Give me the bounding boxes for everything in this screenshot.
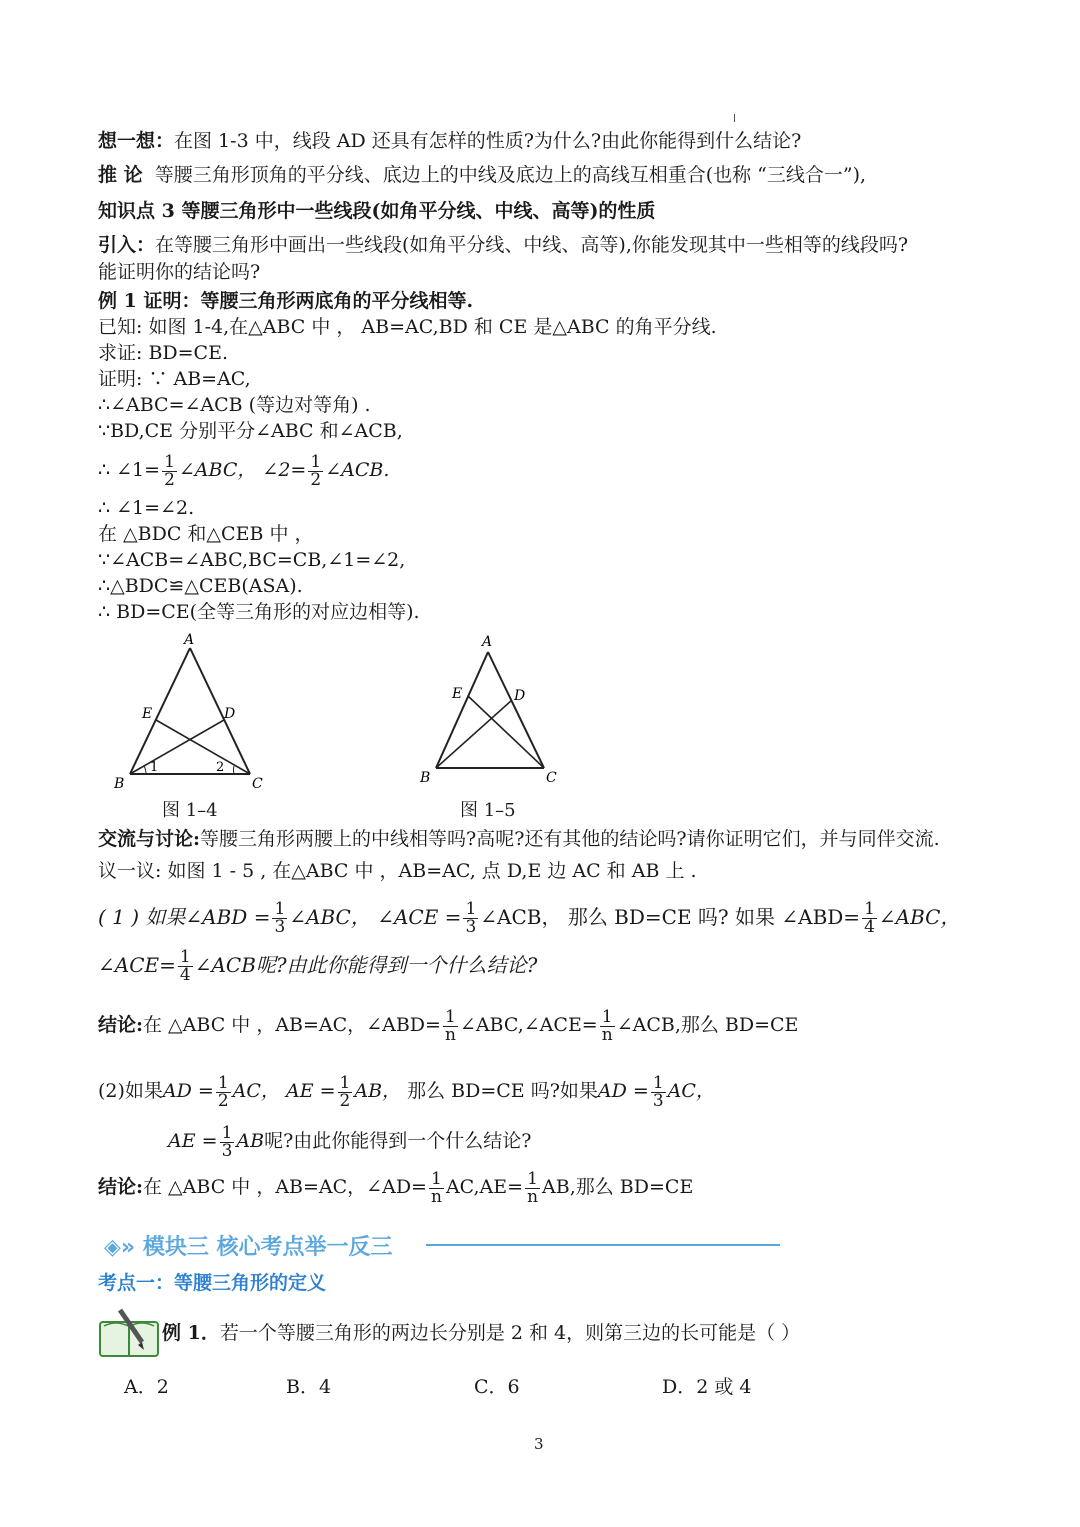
fraction-1-n: $\frac{1}{n}$ (430, 1168, 442, 1207)
think-label: 想一想： (98, 130, 175, 152)
fraction-half: $\frac{1}{2}$ (310, 451, 322, 490)
proof-line-7: ∵∠ACB=∠ABC,BC=CB,∠1=∠2, (98, 549, 406, 571)
question-1: ( 1 ) 如果∠ABD = $\frac{1}{3}$ ∠ABC， ∠ACE = $\frac{1}{3}$ ∠ACB， 那么 BD=CE 吗? 如果 ∠ABD= $\frac{1}{4}$ ∠ABC， (98, 899, 961, 937)
proof-line-2: ∴∠ABC=∠ACB (等边对等角) . (98, 394, 371, 416)
fraction-half: $\frac{1}{2}$ (339, 1072, 351, 1111)
fraction-half: $\frac{1}{2}$ (217, 1072, 229, 1111)
discuss-line (98, 826, 940, 852)
proof-line-1: 证明: ∵ AB=AC, (98, 368, 251, 390)
discuss2-line: 议一议: 如图 1 - 5 , 在△ABC 中 ，AB=AC, 点 D,E 边 AC 和 AB 上 . (98, 860, 697, 882)
diamond-chevron-icon: ◈» (104, 1235, 136, 1260)
knowledge-title: 知识点 3 等腰三角形中一些线段(如角平分线、中线、高等)的性质 (98, 200, 656, 222)
conclusion-1: 结论:在 △ABC 中 ，AB=AC，∠ABD= $\frac{1}{n}$ ∠ABC,∠ACE= $\frac{1}{n}$ ∠ACB,那么 BD=CE (98, 1006, 799, 1045)
choice-c[interactable]: C．6 (474, 1376, 520, 1398)
fraction-1-n: $\frac{1}{n}$ (527, 1168, 539, 1207)
proof-line-3: ∵BD,CE 分别平分∠ABC 和∠ACB, (98, 420, 403, 442)
prove-line: 求证: BD=CE. (98, 342, 229, 364)
proof-line-4 (98, 448, 389, 492)
fig14-label-1: 1 (150, 760, 159, 775)
fig14-label-2: 2 (216, 760, 225, 775)
proof-line-6: 在 △BDC 和△CEB 中 ， (98, 523, 314, 545)
fig15-caption: 图 1–5 (460, 800, 516, 821)
question-1-cont: ∠ACE= $\frac{1}{4}$ ∠ACB呢?由此你能得到一个什么结论? (98, 947, 538, 985)
keypoint-title: 考点一：等腰三角形的定义 (98, 1272, 327, 1294)
choice-b[interactable]: B．4 (286, 1376, 332, 1398)
think-line (98, 128, 801, 154)
angle1-eq: ∴ ∠1= (98, 459, 161, 481)
inference-line (98, 162, 866, 188)
conclusion-2: 结论:在 △ABC 中 ，AB=AC，∠AD= $\frac{1}{n}$ AC,AE= $\frac{1}{n}$ AB,那么 BD=CE (98, 1168, 694, 1207)
fraction-third: $\frac{1}{3}$ (221, 1122, 233, 1161)
book-pencil-icon (98, 1308, 160, 1358)
figure-1-4 (110, 628, 275, 798)
fig15-label-a: A (482, 634, 493, 650)
page-mark (734, 114, 735, 122)
angle2-eq: ∠ABC， ∠2= (178, 459, 307, 481)
angle-acb: ∠ACB. (325, 459, 390, 481)
fraction-1-n: $\frac{1}{n}$ (444, 1006, 456, 1045)
fraction-quarter: $\frac{1}{4}$ (864, 899, 875, 937)
proof-line-9: ∴ BD=CE(全等三角形的对应边相等). (98, 601, 420, 623)
proof-line-5: ∴ ∠1=∠2. (98, 497, 195, 519)
inference-label: 推 论 (98, 164, 143, 186)
fig15-label-b: B (420, 770, 431, 786)
figure-1-5 (416, 630, 576, 795)
module-title: ◈» 模块三 核心考点举一反三 (104, 1235, 393, 1260)
fig15-label-e: E (452, 686, 463, 702)
fig15-label-c: C (546, 770, 557, 786)
fraction-quarter: $\frac{1}{4}$ (179, 947, 191, 985)
page-number: 3 (534, 1435, 544, 1453)
question-2: (2)如果AD = $\frac{1}{2}$ AC， AE = $\frac{1}{2}$ AB， 那么 BD=CE 吗?如果AD = $\frac{1}{3}$ AC， (98, 1072, 715, 1111)
module-divider (426, 1244, 780, 1246)
fig14-label-e: E (142, 706, 153, 722)
fig14-caption: 图 1–4 (162, 800, 218, 821)
fig14-label-b: B (114, 776, 125, 792)
fraction-third: $\frac{1}{3}$ (652, 1072, 664, 1111)
think-text: 在图 1-3 中，线段 AD 还具有怎样的性质?为什么?由此你能得到什么结论? (174, 130, 802, 152)
choice-a[interactable]: A．2 (124, 1376, 169, 1398)
fraction-1-n: $\frac{1}{n}$ (601, 1006, 613, 1045)
discuss-text: 等腰三角形两腰上的中线相等吗?高呢?还有其他的结论吗?请你证明它们，并与同伴交流. (200, 828, 940, 850)
example-question: 例 1．若一个等腰三角形的两边长分别是 2 和 4，则第三边的长可能是（ ） (162, 1322, 801, 1344)
example1-title: 例 1 证明：等腰三角形两底角的平分线相等. (98, 290, 474, 312)
fraction-half: $\frac{1}{2}$ (164, 451, 175, 490)
given-line: 已知: 如图 1-4,在△ABC 中 ， AB=AC,BD 和 CE 是△ABC 的角平分线. (98, 316, 717, 338)
fraction-third: $\frac{1}{3}$ (274, 899, 286, 937)
question-2-cont: AE = $\frac{1}{3}$ AB呢?由此你能得到一个什么结论? (168, 1122, 532, 1161)
fig14-label-d: D (224, 706, 236, 722)
intro-label: 引入： (98, 234, 156, 256)
fig15-label-d: D (514, 688, 526, 704)
fig14-label-a: A (184, 632, 195, 648)
discuss-label: 交流与讨论: (98, 828, 201, 850)
proof-line-8: ∴△BDC≌△CEB(ASA). (98, 575, 303, 597)
intro-line2: 能证明你的结论吗? (98, 261, 261, 283)
intro-line (98, 232, 908, 258)
fig14-label-c: C (252, 776, 263, 792)
fraction-third: $\frac{1}{3}$ (465, 899, 477, 937)
intro-text1: 在等腰三角形中画出一些线段(如角平分线、中线、高等),你能发现其中一些相等的线段吗? (155, 234, 909, 256)
choice-d[interactable]: D．2 或 4 (662, 1376, 752, 1398)
inference-text: 等腰三角形顶角的平分线、底边上的中线及底边上的高线互相重合(也称 “三线合一”), (154, 164, 867, 186)
